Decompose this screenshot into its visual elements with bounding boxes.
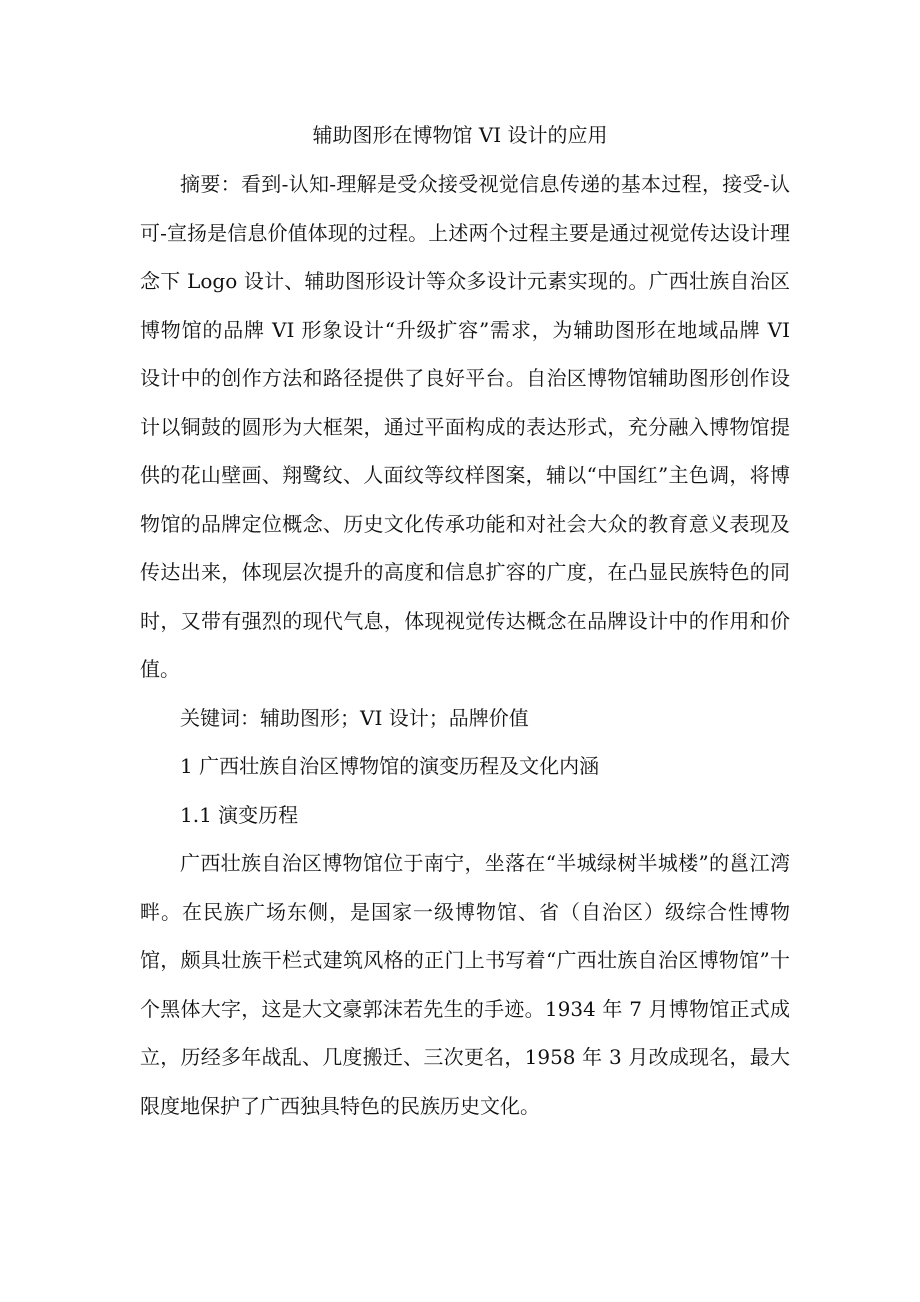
document-title: 辅助图形在博物馆 VI 设计的应用 [312, 123, 608, 147]
subsection-heading: 1.1 演变历程 [180, 802, 299, 827]
document-body [140, 160, 790, 1130]
keywords-line: 关键词：辅助图形；VI 设计；品牌价值 [180, 705, 529, 730]
section-heading: 1 广西壮族自治区博物馆的演变历程及文化内涵 [180, 754, 600, 778]
abstract-paragraph: 摘要：看到-认知-理解是受众接受视觉信息传递的基本过程，接受-认可-宣扬是信息价值体现的过程。上述两个过程主要是通过视觉传达设计理念下 Logo 设计、辅助图形设计等众多设计元素实现的。广西壮族自治区博物馆的品牌 VI 形象设计“升级扩容”需求，为辅助图形在地域品牌 VI 设计中的创作方法和路径提供了良好平台。自治区博物馆辅助图形创作设计以铜鼓的圆形为大框架，通过平面构成的表达形式，充分融入博物馆提供的花山壁画、翔鹭纹、人面纹等纹样图案，辅以“中国红”主色调，将博物馆的品牌定位概念、历史文化传承功能和对社会大众的教育意义表现及传达出来，体现层次提升的高度和信息扩容的广度，在凸显民族特色的同时，又带有强烈的现代气息，体现视觉传达概念在品牌设计中的作用和价值。 [140, 172, 790, 681]
body-paragraph: 广西壮族自治区博物馆位于南宁，坐落在“半城绿树半城楼”的邕江湾畔。在民族广场东侧，是国家一级博物馆、省（自治区）级综合性博物馆，颇具壮族干栏式建筑风格的正门上书写着“广西壮族自治区博物馆”十个黑体大字，这是大文豪郭沫若先生的手迹。1934 年 7 月博物馆正式成立，历经多年战乱、几度搬迁、三次更名，1958 年 3 月改成现名，最大限度地保护了广西独具特色的民族历史文化。 [140, 851, 790, 1118]
